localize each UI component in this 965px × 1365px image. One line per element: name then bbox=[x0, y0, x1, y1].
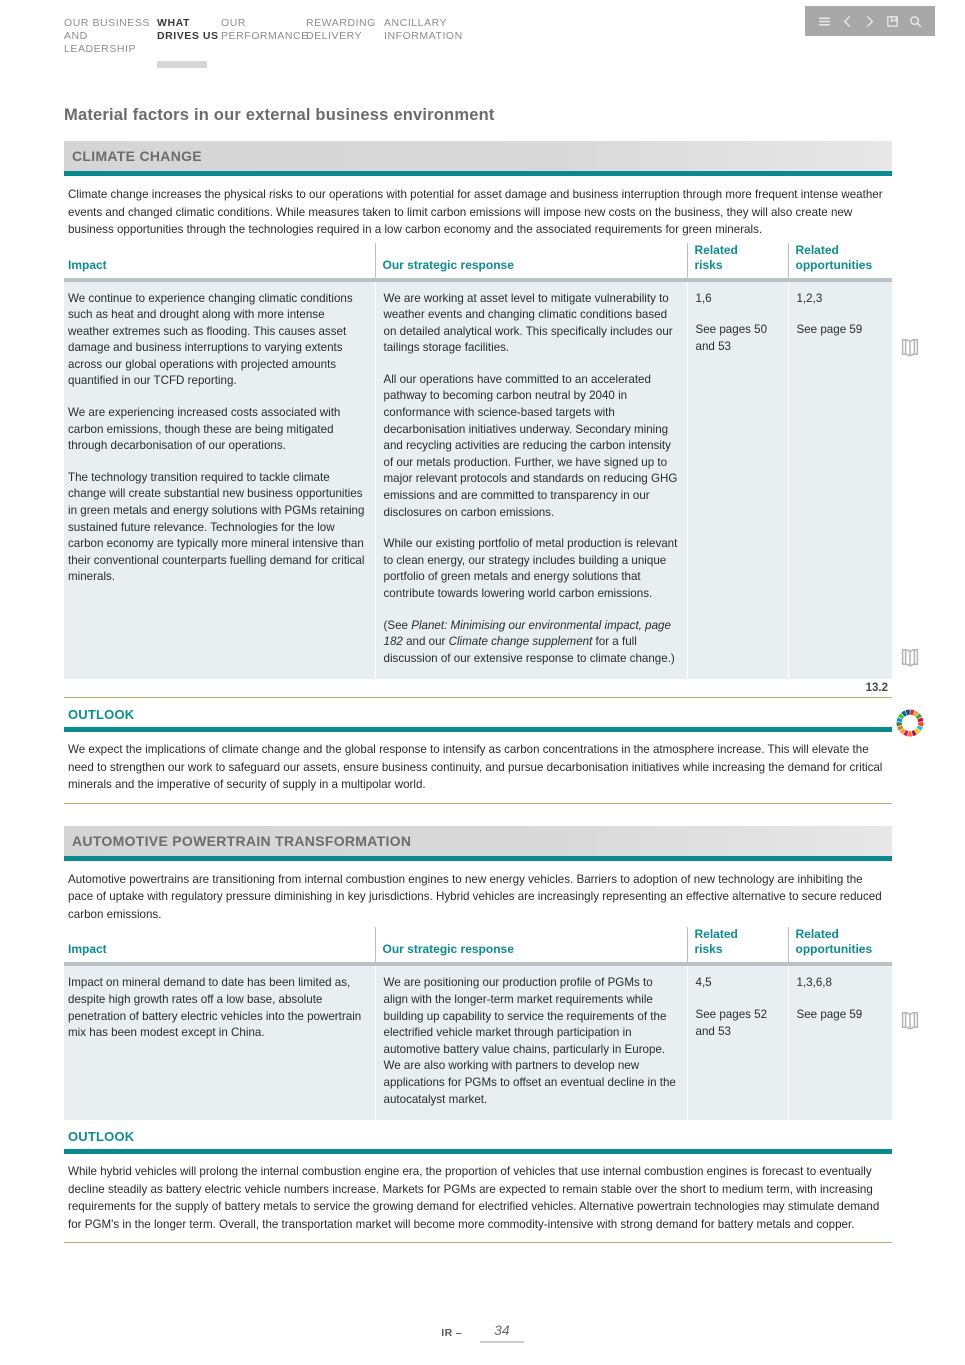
outlook-text: While hybrid vehicles will prolong the internal combustion engine era, the proportion of vehicles that use internal combustion engines is forecast to eventually decline steadily as battery electric vehicle numbers increase. Markets for PGMs are expected to remain stable over the short to medium term, with increasing requirements for the supply of battery metals to service the growing demand for electrified vehicles. Alternative powertrain technologies may stimulate demand for PGM's in the longer term. Overall, the transportation market will become more commodity-intensive with strong demand for battery metals and copper. bbox=[64, 1154, 892, 1243]
table-header-row bbox=[64, 243, 892, 280]
column-header-impact: Impact bbox=[64, 927, 375, 964]
citation-reference-1: Planet: Minimising our environmental impact, page 182 bbox=[383, 618, 671, 649]
column-header-related-opportunities bbox=[788, 927, 892, 964]
section-heading: AUTOMOTIVE POWERTRAIN TRANSFORMATION bbox=[64, 826, 892, 856]
nav-item-line1: OUR BUSINESS bbox=[64, 17, 150, 29]
sdg-target-code: 13.2 bbox=[64, 679, 892, 698]
impact-paragraph: The technology transition required to tackle climate change will create substantial new business opportunities in green metals and energy solutions with PGMs retaining sustained future relevance. Technologies for the low carbon economy are typically more mineral intensive than their conventional counterparts fuelling demand for critical minerals. bbox=[68, 470, 365, 584]
cell-strategic-response bbox=[375, 280, 687, 680]
opportunity-reference: See page 59 bbox=[796, 323, 863, 337]
menu-icon[interactable] bbox=[817, 14, 832, 29]
citation-mid: and our bbox=[402, 635, 449, 649]
column-header-related-risks bbox=[687, 927, 788, 964]
previous-page-icon[interactable] bbox=[840, 14, 855, 29]
search-icon[interactable] bbox=[908, 14, 923, 29]
footer-page-number: 34 bbox=[480, 1322, 524, 1343]
table-row bbox=[64, 964, 892, 1120]
nav-item-what-drives-us[interactable] bbox=[157, 17, 221, 64]
material-factors-table bbox=[64, 927, 892, 1120]
section-intro-text: Automotive powertrains are transitioning from internal combustion engines to new energy vehicles. Barriers to adoption of new technology are inhibiting the pace of uptake with regulatory pressure diminishing in key jurisdictions. Hybrid vehicles are increasingly representing an effective alternative to secure reduced carbon emissions. bbox=[68, 872, 882, 921]
response-paragraph: All our operations have committed to an accelerated pathway to becoming carbon neutral by 2040 in conformance with science-based targets with decarbonisation initiatives underway. Secondary mining and recycling activities are reducing the carbon intensity of our metals production. Further, we have signed up to major relevant protocols and standards on reducing GHG emissions and are committed to transparency in our disclosures on carbon emissions. bbox=[383, 372, 678, 519]
next-page-icon[interactable] bbox=[862, 14, 877, 29]
nav-item-our-business-and-leadership[interactable] bbox=[64, 17, 157, 64]
opportunity-numbers: 1,3,6,8 bbox=[796, 976, 832, 990]
citation-open: (See bbox=[383, 618, 412, 632]
cell-related-opportunities bbox=[788, 280, 892, 680]
response-citation bbox=[384, 618, 678, 668]
column-header-line1: Related bbox=[795, 927, 839, 942]
column-header-line2: opportunities bbox=[795, 942, 873, 957]
nav-item-line2: PERFORMANCE bbox=[221, 30, 309, 42]
citation-reference-2: Climate change supplement bbox=[448, 635, 593, 649]
page-title: Material factors in our external business environment bbox=[64, 106, 495, 124]
cell-related-risks bbox=[687, 280, 788, 680]
outlook-text: We expect the implications of climate change and the global response to intensify as carbon concentrations in the atmosphere increase. This will elevate the need to strengthen our work to safeguard our assets, ensure business continuity, and pursue decarbonisation initiatives while increasing the demand for critical minerals and the imperative of security of supply in a multipolar world. bbox=[64, 732, 892, 804]
column-header-line2: risks bbox=[694, 257, 723, 272]
nav-item-line2: INFORMATION bbox=[384, 30, 463, 42]
opportunity-reference: See page 59 bbox=[796, 1007, 863, 1021]
outlook-label: OUTLOOK bbox=[68, 1129, 135, 1145]
response-paragraph: We are positioning our production profile of PGMs to align with the longer-term market requirements while building up capability to service the requirements of the electrified vehicle market through participation in automotive battery value chains, particularly in Europe. We are also working with partners to develop new applications for PGMs to offset an eventual decline in the autocatalyst market. bbox=[383, 976, 676, 1106]
cell-impact bbox=[64, 964, 375, 1120]
nav-item-line1: ANCILLARY bbox=[384, 17, 448, 29]
document-page bbox=[0, 62, 965, 1243]
section-automotive-powertrain-transformation bbox=[64, 826, 892, 1243]
section-heading: CLIMATE CHANGE bbox=[64, 141, 892, 171]
section-intro-text: Climate change increases the physical risks to our operations with potential for asset damage and business interruption through more frequent intense weather events and changed climatic conditions. While measures taken to limit carbon emissions will impose new costs on the business, they will also create new business opportunities through the technologies required in a low carbon economy and the associated requirements for green minerals. bbox=[68, 188, 883, 236]
main-navigation bbox=[64, 17, 474, 64]
column-header-strategic-response: Our strategic response bbox=[375, 927, 687, 964]
citation-close: for a full discussion of our extensive response to climate change.) bbox=[383, 635, 675, 665]
nav-item-rewarding-delivery[interactable] bbox=[306, 17, 384, 64]
nav-item-ancillary-information[interactable] bbox=[384, 17, 474, 64]
opportunity-numbers: 1,2,3 bbox=[796, 291, 823, 305]
impact-paragraph: We continue to experience changing climatic conditions such as heat and drought along with more intense weather extremes such as flooding. This causes asset damage and business interruptions to varying extents across our global operations with projected amounts quantified in our TCFD reporting. bbox=[68, 291, 353, 388]
open-book-icon[interactable] bbox=[897, 1008, 923, 1034]
column-header-line2: risks bbox=[694, 942, 723, 957]
cell-strategic-response bbox=[375, 964, 687, 1120]
nav-item-line1: WHAT bbox=[157, 17, 190, 29]
response-paragraph: While our existing portfolio of metal production is relevant to clean energy, our strategy includes building a unique portfolio of green metals and energy solutions that contribute towards lowering world carbon emissions. bbox=[383, 537, 678, 600]
outlook-label: OUTLOOK bbox=[68, 707, 135, 723]
impact-paragraph: We are experiencing increased costs associated with carbon emissions, though these are being mitigated through decarbonisation of our operations. bbox=[68, 406, 341, 453]
nav-item-line1: OUR bbox=[221, 17, 246, 29]
column-header-line1: Related bbox=[694, 242, 738, 257]
impact-paragraph: Impact on mineral demand to date has been limited as, despite high growth rates off a low base, absolute penetration of battery electric vehicles into the powertrain mix has been modest except in China. bbox=[68, 976, 362, 1040]
column-header-line2: opportunities bbox=[795, 257, 873, 272]
cell-impact bbox=[64, 280, 375, 680]
nav-item-line1: REWARDING bbox=[306, 17, 376, 29]
column-header-related-opportunities bbox=[788, 243, 892, 280]
risk-reference: See pages 50 and 53 bbox=[695, 323, 768, 353]
column-header-related-risks bbox=[687, 243, 788, 280]
risk-numbers: 1,6 bbox=[695, 291, 712, 305]
nav-item-line2: DRIVES US bbox=[157, 30, 219, 42]
nav-item-our-performance[interactable] bbox=[221, 17, 309, 64]
table-row bbox=[64, 280, 892, 680]
table-header-row bbox=[64, 927, 892, 964]
nav-item-line2: AND LEADERSHIP bbox=[64, 30, 137, 55]
open-book-icon[interactable] bbox=[897, 645, 923, 671]
column-header-line1: Related bbox=[795, 242, 839, 257]
risk-reference: See pages 52 and 53 bbox=[695, 1007, 768, 1038]
open-book-icon[interactable] bbox=[897, 335, 923, 361]
section-climate-change bbox=[64, 141, 892, 804]
cell-related-risks bbox=[687, 964, 788, 1120]
response-paragraph: We are working at asset level to mitigate vulnerability to weather events and changing climatic conditions based on detailed analytical work. This specifically includes our tailings storage facilities. bbox=[383, 291, 673, 355]
footer-report-label: IR – bbox=[441, 1326, 463, 1339]
page-footer bbox=[0, 1322, 965, 1343]
risk-numbers: 4,5 bbox=[695, 976, 712, 990]
cell-related-opportunities bbox=[788, 964, 892, 1120]
column-header-strategic-response: Our strategic response bbox=[375, 243, 687, 280]
material-factors-table bbox=[64, 243, 892, 680]
bookmark-icon[interactable] bbox=[885, 14, 900, 29]
column-header-line1: Related bbox=[694, 927, 738, 942]
sdg-wheel-icon[interactable] bbox=[895, 708, 925, 738]
viewer-toolbar bbox=[805, 6, 935, 36]
column-header-impact: Impact bbox=[64, 243, 375, 280]
nav-item-line2: DELIVERY bbox=[306, 30, 363, 42]
top-bar bbox=[0, 0, 965, 62]
